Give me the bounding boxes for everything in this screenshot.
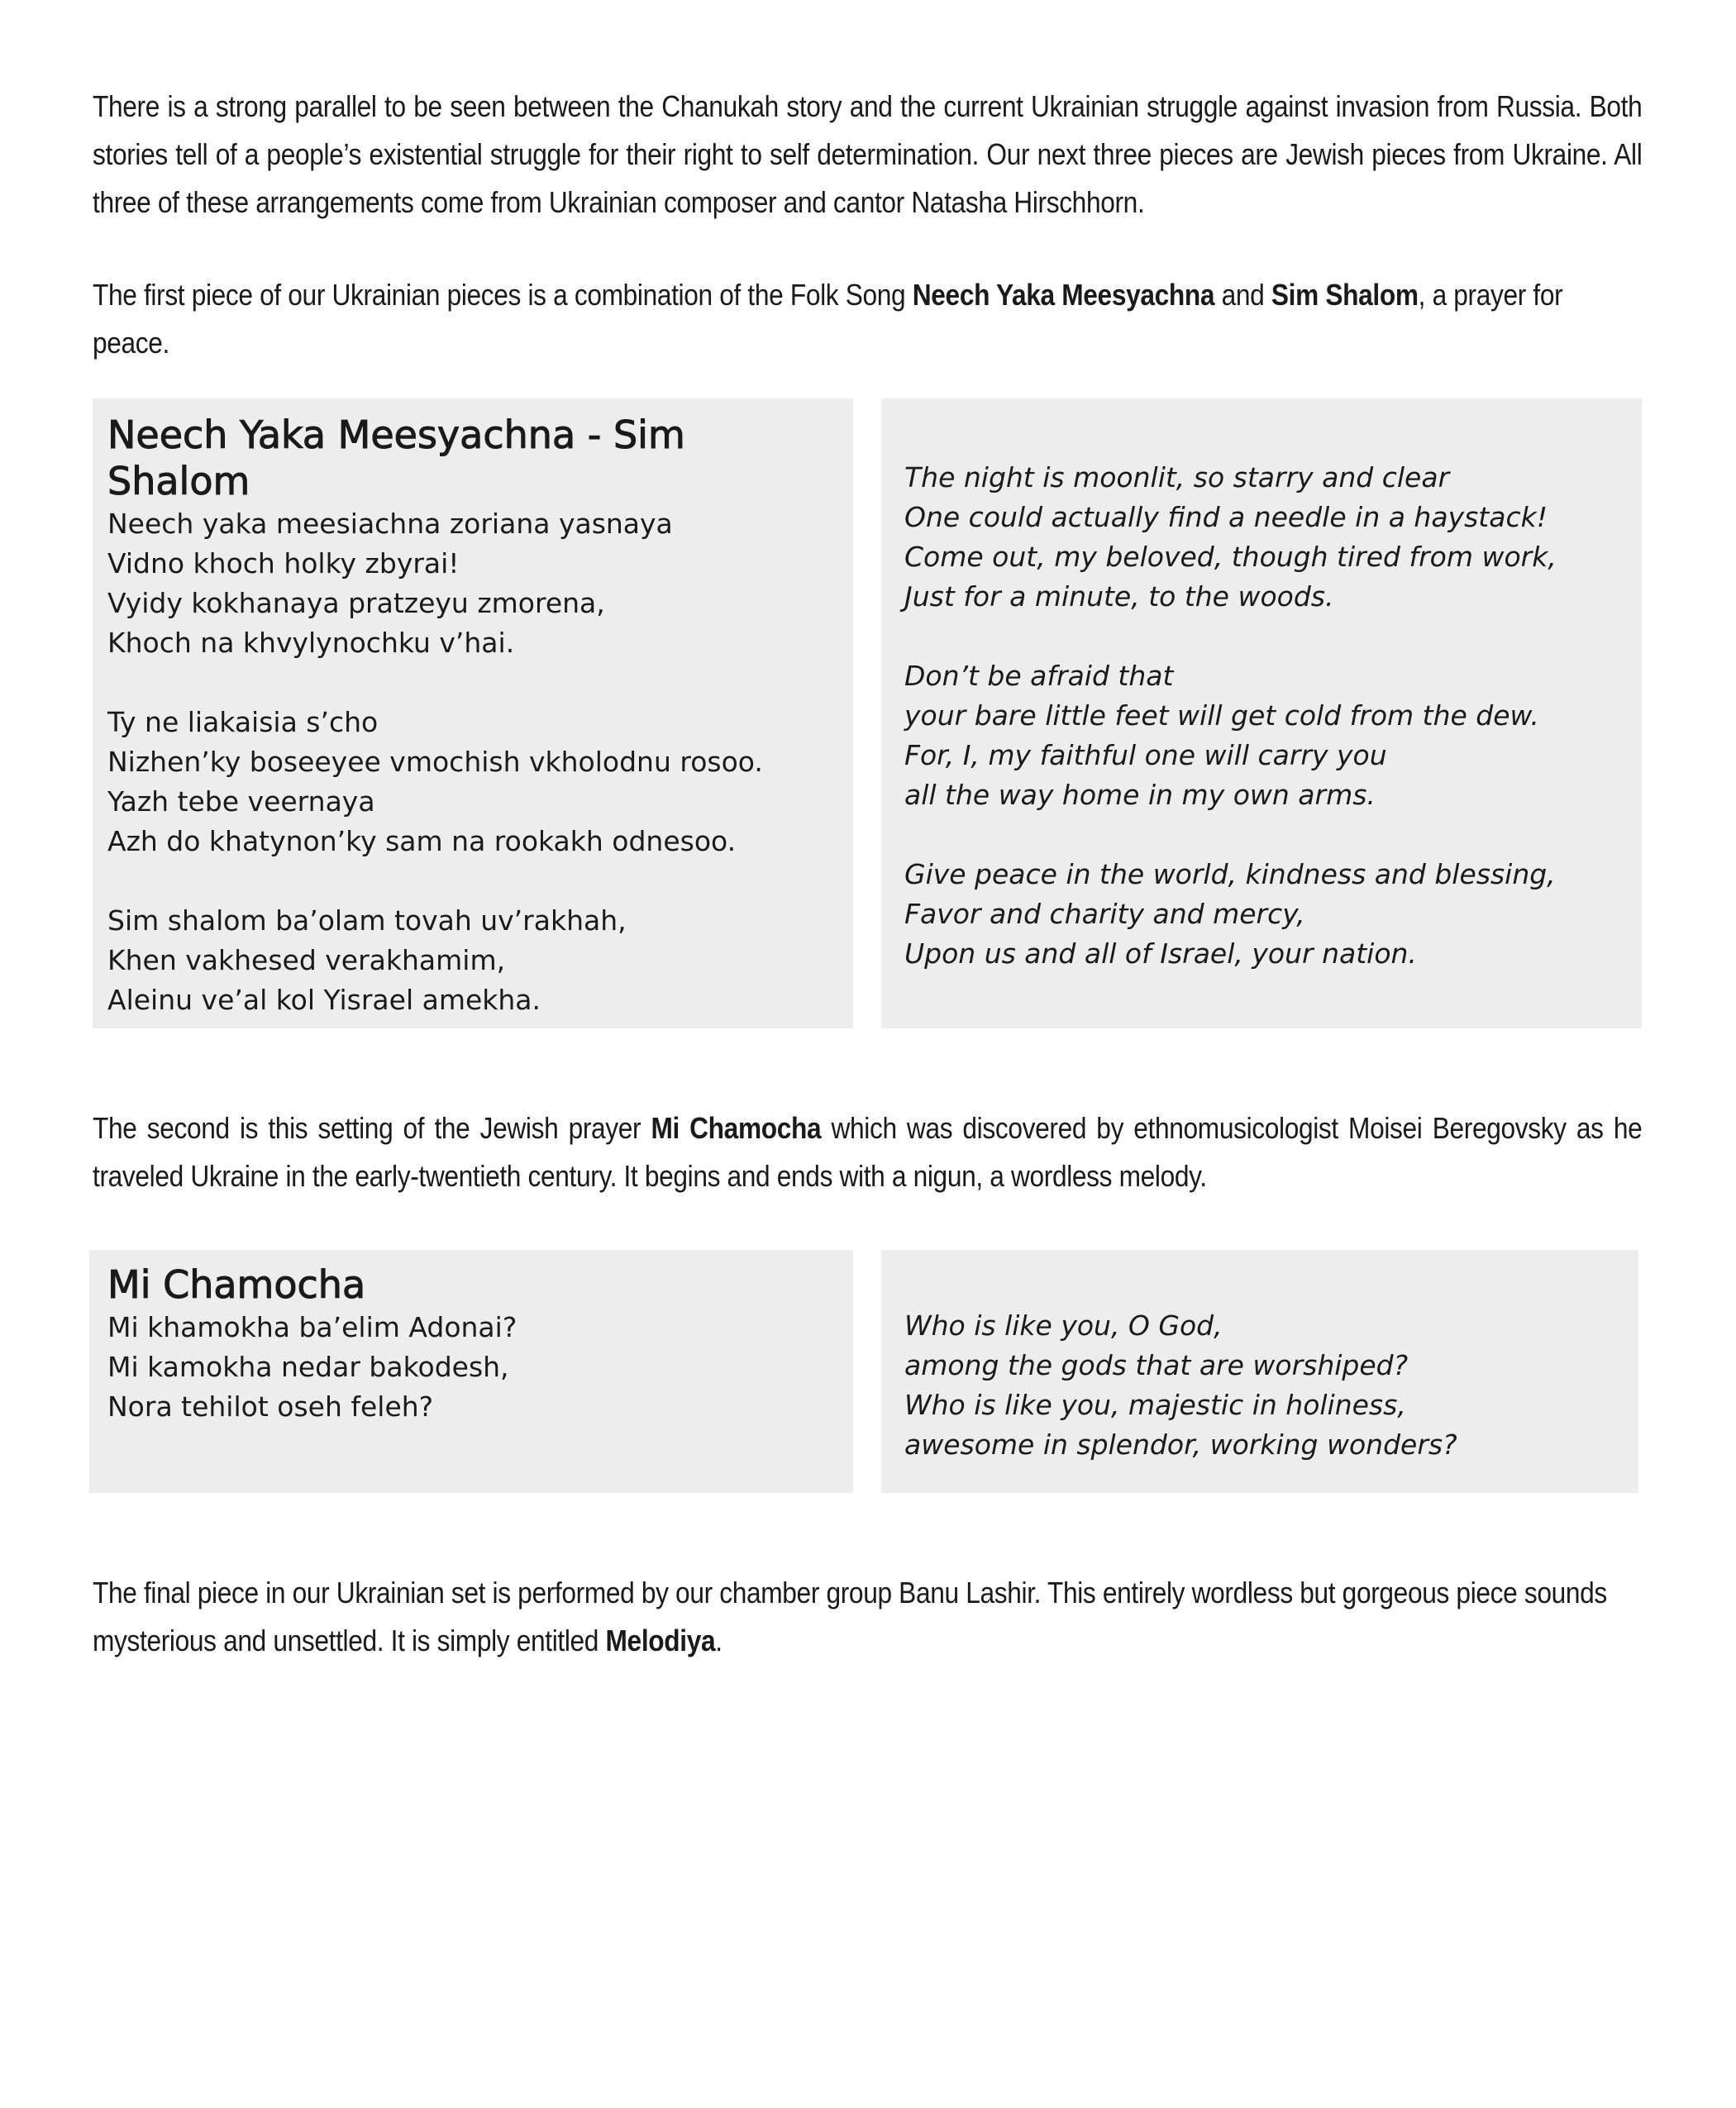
intro-paragraph <box>93 83 1642 227</box>
lyric-line: Mi kamokha nedar bakodesh, <box>107 1351 509 1383</box>
lyrics-translation <box>904 1306 1615 1465</box>
lyric-line: For, I, my faithful one will carry you <box>904 739 1387 771</box>
final-piece-text-end: . <box>715 1624 723 1657</box>
lyric-line: Give peace in the world, kindness and blessing, <box>904 858 1556 890</box>
final-piece-text: The final piece in our Ukrainian set is performed by our chamber group Banu Lashir. This entirely wordless but gorgeous piece sounds mysterious and unsettled. It is simply entitled <box>93 1576 1607 1657</box>
second-piece-text-end: which was discovered by ethnomusicologist Moisei Beregovsky as he traveled Ukraine in the early-twentieth century. It begins and ends with a nigun, a wordless melody. <box>93 1111 1643 1193</box>
lyrics-box-mi-chamocha-original <box>89 1250 853 1493</box>
lyric-line: Vidno khoch holky zbyrai! <box>107 547 460 579</box>
song-title-mi-chamocha: Mi Chamocha <box>107 1262 366 1307</box>
song-name-sim-shalom: Sim Shalom <box>1271 278 1419 312</box>
piece-name-melodiya: Melodiya <box>605 1624 716 1657</box>
song-title-neech-yaka: Neech Yaka Meesyachna - Sim Shalom <box>107 413 685 503</box>
lyric-line: your bare little feet will get cold from the dew. <box>904 699 1539 732</box>
lyric-line: Vyidy kokhanaya pratzeyu zmorena, <box>107 587 605 619</box>
lyrics-original <box>107 504 838 1020</box>
lyric-line: Who is like you, O God, <box>904 1309 1223 1342</box>
second-piece-paragraph <box>93 1104 1642 1200</box>
stanza-break <box>904 815 1619 855</box>
lyric-line: Don’t be afraid that <box>904 660 1174 692</box>
lyric-line: Sim shalom ba’olam tovah uv’rakhah, <box>107 904 627 937</box>
stanza-break <box>107 861 838 901</box>
lyric-line: Ty ne liakaisia s’cho <box>107 706 379 738</box>
first-piece-paragraph <box>93 271 1642 367</box>
lyric-line: Favor and charity and mercy, <box>904 898 1305 930</box>
lyric-line: among the gods that are worshiped? <box>904 1349 1409 1381</box>
lyrics-box-neech-yaka-translation <box>881 398 1642 1028</box>
lyric-line: Who is like you, majestic in holiness, <box>904 1389 1406 1421</box>
second-piece-text: The second is this setting of the Jewish prayer <box>93 1111 651 1145</box>
intro-text: There is a strong parallel to be seen between the Chanukah story and the current Ukrainian struggle against invasion from Russia. Both stories tell of a people’s existential struggle for their right to self determination. Our next three pieces are Jewish pieces from Ukraine. All three of these arrangements come from Ukrainian composer and cantor Natasha Hirschhorn. <box>93 89 1643 219</box>
lyrics-box-neech-yaka-original <box>93 398 853 1028</box>
lyric-line: Khoch na khvylynochku v’hai. <box>107 627 515 659</box>
lyric-line: Just for a minute, to the woods. <box>904 580 1334 613</box>
lyric-line: Azh do khatynon’ky sam na rookakh odnesoo. <box>107 825 737 857</box>
song-name-neech-yaka: Neech Yaka Meesyachna <box>912 278 1215 312</box>
first-piece-text: The first piece of our Ukrainian pieces is a combination of the Folk Song <box>93 278 913 312</box>
lyric-line: Mi khamokha ba’elim Adonai? <box>107 1311 517 1343</box>
lyric-line: Upon us and all of Israel, your nation. <box>904 937 1417 970</box>
lyric-line: Neech yaka meesiachna zoriana yasnaya <box>107 508 673 540</box>
lyrics-translation <box>904 458 1619 974</box>
lyric-line: all the way home in my own arms. <box>904 779 1376 811</box>
lyric-line: Nizhen’ky boseeyee vmochish vkholodnu rosoo. <box>107 746 763 778</box>
lyrics-box-mi-chamocha-translation <box>881 1250 1638 1493</box>
lyric-line: awesome in splendor, working wonders? <box>904 1428 1457 1461</box>
lyric-line: Come out, my beloved, though tired from work, <box>904 541 1557 573</box>
lyric-line: One could actually find a needle in a haystack! <box>904 501 1548 533</box>
stanza-break <box>107 663 838 703</box>
lyric-line: Khen vakhesed verakhamim, <box>107 944 506 976</box>
first-piece-text-end: , a prayer for peace. <box>93 278 1563 360</box>
lyric-line: The night is moonlit, so starry and clear <box>904 461 1450 494</box>
song-name-mi-chamocha: Mi Chamocha <box>651 1111 822 1145</box>
first-piece-conjunction: and <box>1214 278 1271 312</box>
final-piece-paragraph <box>93 1569 1642 1665</box>
lyric-line: Aleinu ve’al kol Yisrael amekha. <box>107 984 541 1016</box>
lyric-line: Yazh tebe veernaya <box>107 785 375 818</box>
lyrics-original <box>107 1308 835 1427</box>
stanza-break <box>904 617 1619 656</box>
lyric-line: Nora tehilot oseh feleh? <box>107 1390 434 1423</box>
